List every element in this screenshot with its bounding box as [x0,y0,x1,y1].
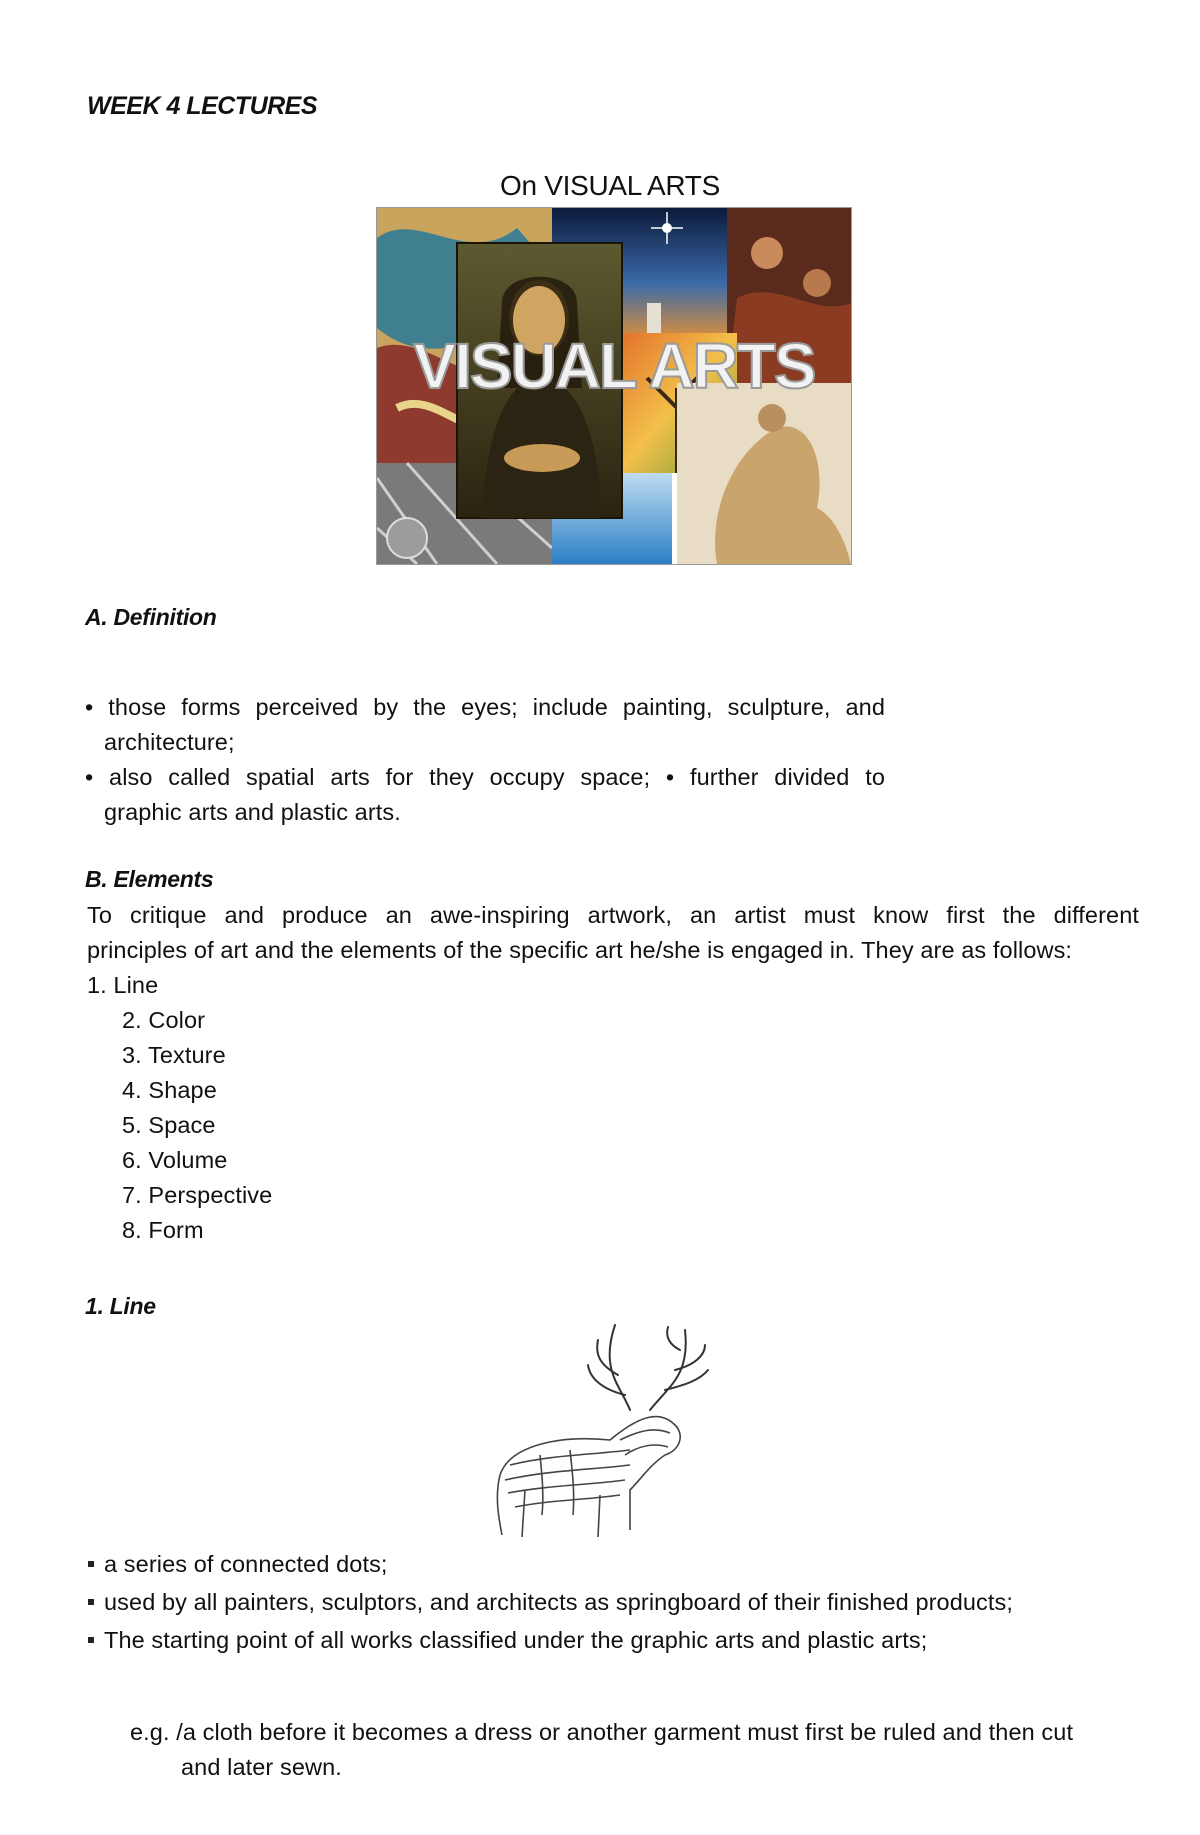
contour-2 [505,1465,630,1480]
elk-leg-2 [522,1490,525,1537]
list-item: 8. Form [122,1217,204,1243]
list-item: 6. Volume [122,1147,228,1173]
line-bullets [85,1545,1013,1659]
contour-6 [625,1445,668,1455]
figure-head-2 [803,269,831,297]
bullet-square-icon [88,1599,94,1605]
elk-line-art-image [480,1315,748,1545]
list-item [85,1621,1013,1659]
antler-tine-5 [667,1327,680,1350]
elements-list [122,1003,272,1248]
elements-heading: B. Elements [85,866,214,892]
list-item: 5. Space [122,1112,216,1138]
bullet-square-icon [88,1561,94,1567]
definition-line-1: • those forms perceived by the eyes; include painting, sculpture, and [85,694,885,720]
example-line-1: e.g. /a cloth before it becomes a dress or another garment must first be ruled and then cut [130,1719,1074,1745]
elements-intro-line-1: To critique and produce an awe-inspiring artwork, an artist must know first the different [87,902,1139,928]
visual-arts-collage-image [376,207,852,565]
bullet-text: a series of connected dots; [104,1551,388,1577]
collage-overlay-text: VISUAL ARTS [413,330,815,402]
list-item [85,1545,1013,1583]
definition-line-4: graphic arts and plastic arts. [104,799,401,825]
list-item: 7. Perspective [122,1182,273,1208]
collage-svg [377,208,851,564]
antler-tine-4 [665,1370,708,1390]
contour-8 [570,1450,574,1515]
week-label: WEEK 4 LECTURES [87,92,318,120]
bullet-square-icon [88,1637,94,1643]
list-item: 4. Shape [122,1077,217,1103]
elements-first-item: 1. Line [87,972,159,998]
list-item: 3. Texture [122,1042,226,1068]
elk-svg [480,1315,748,1545]
definition-line-3: • also called spatial arts for they occupy space; • further divided to [85,764,885,790]
list-item [85,1583,1013,1621]
lighthouse [647,303,661,333]
definition-line-2: architecture; [104,729,235,755]
contour-4 [515,1495,620,1507]
page-title: On VISUAL ARTS [500,170,720,201]
list-item: 2. Color [122,1007,206,1033]
antler-tine [597,1340,618,1375]
engraving-orb [387,518,427,558]
figure-head [751,237,783,269]
line-section-heading: 1. Line [85,1293,156,1319]
elk-body-outline [500,1417,680,1530]
elk-rear-leg [497,1475,502,1535]
elk-leg-3 [598,1495,600,1537]
elements-intro-line-2: principles of art and the elements of the specific art he/she is engaged in. They are as follows: [87,937,1073,963]
bullet-text: used by all painters, sculptors, and architects as springboard of their finished products; [104,1589,1014,1615]
contour-5 [620,1430,670,1440]
bullet-text: The starting point of all works classified under the graphic arts and plastic arts; [104,1627,928,1653]
contour-7 [540,1455,543,1515]
definition-heading: A. Definition [85,604,217,630]
antler-left [610,1325,630,1410]
pieta-head [758,404,786,432]
antler-right [650,1330,686,1410]
example-line-2: and later sewn. [181,1754,342,1780]
mona-lisa-hands [504,444,580,472]
